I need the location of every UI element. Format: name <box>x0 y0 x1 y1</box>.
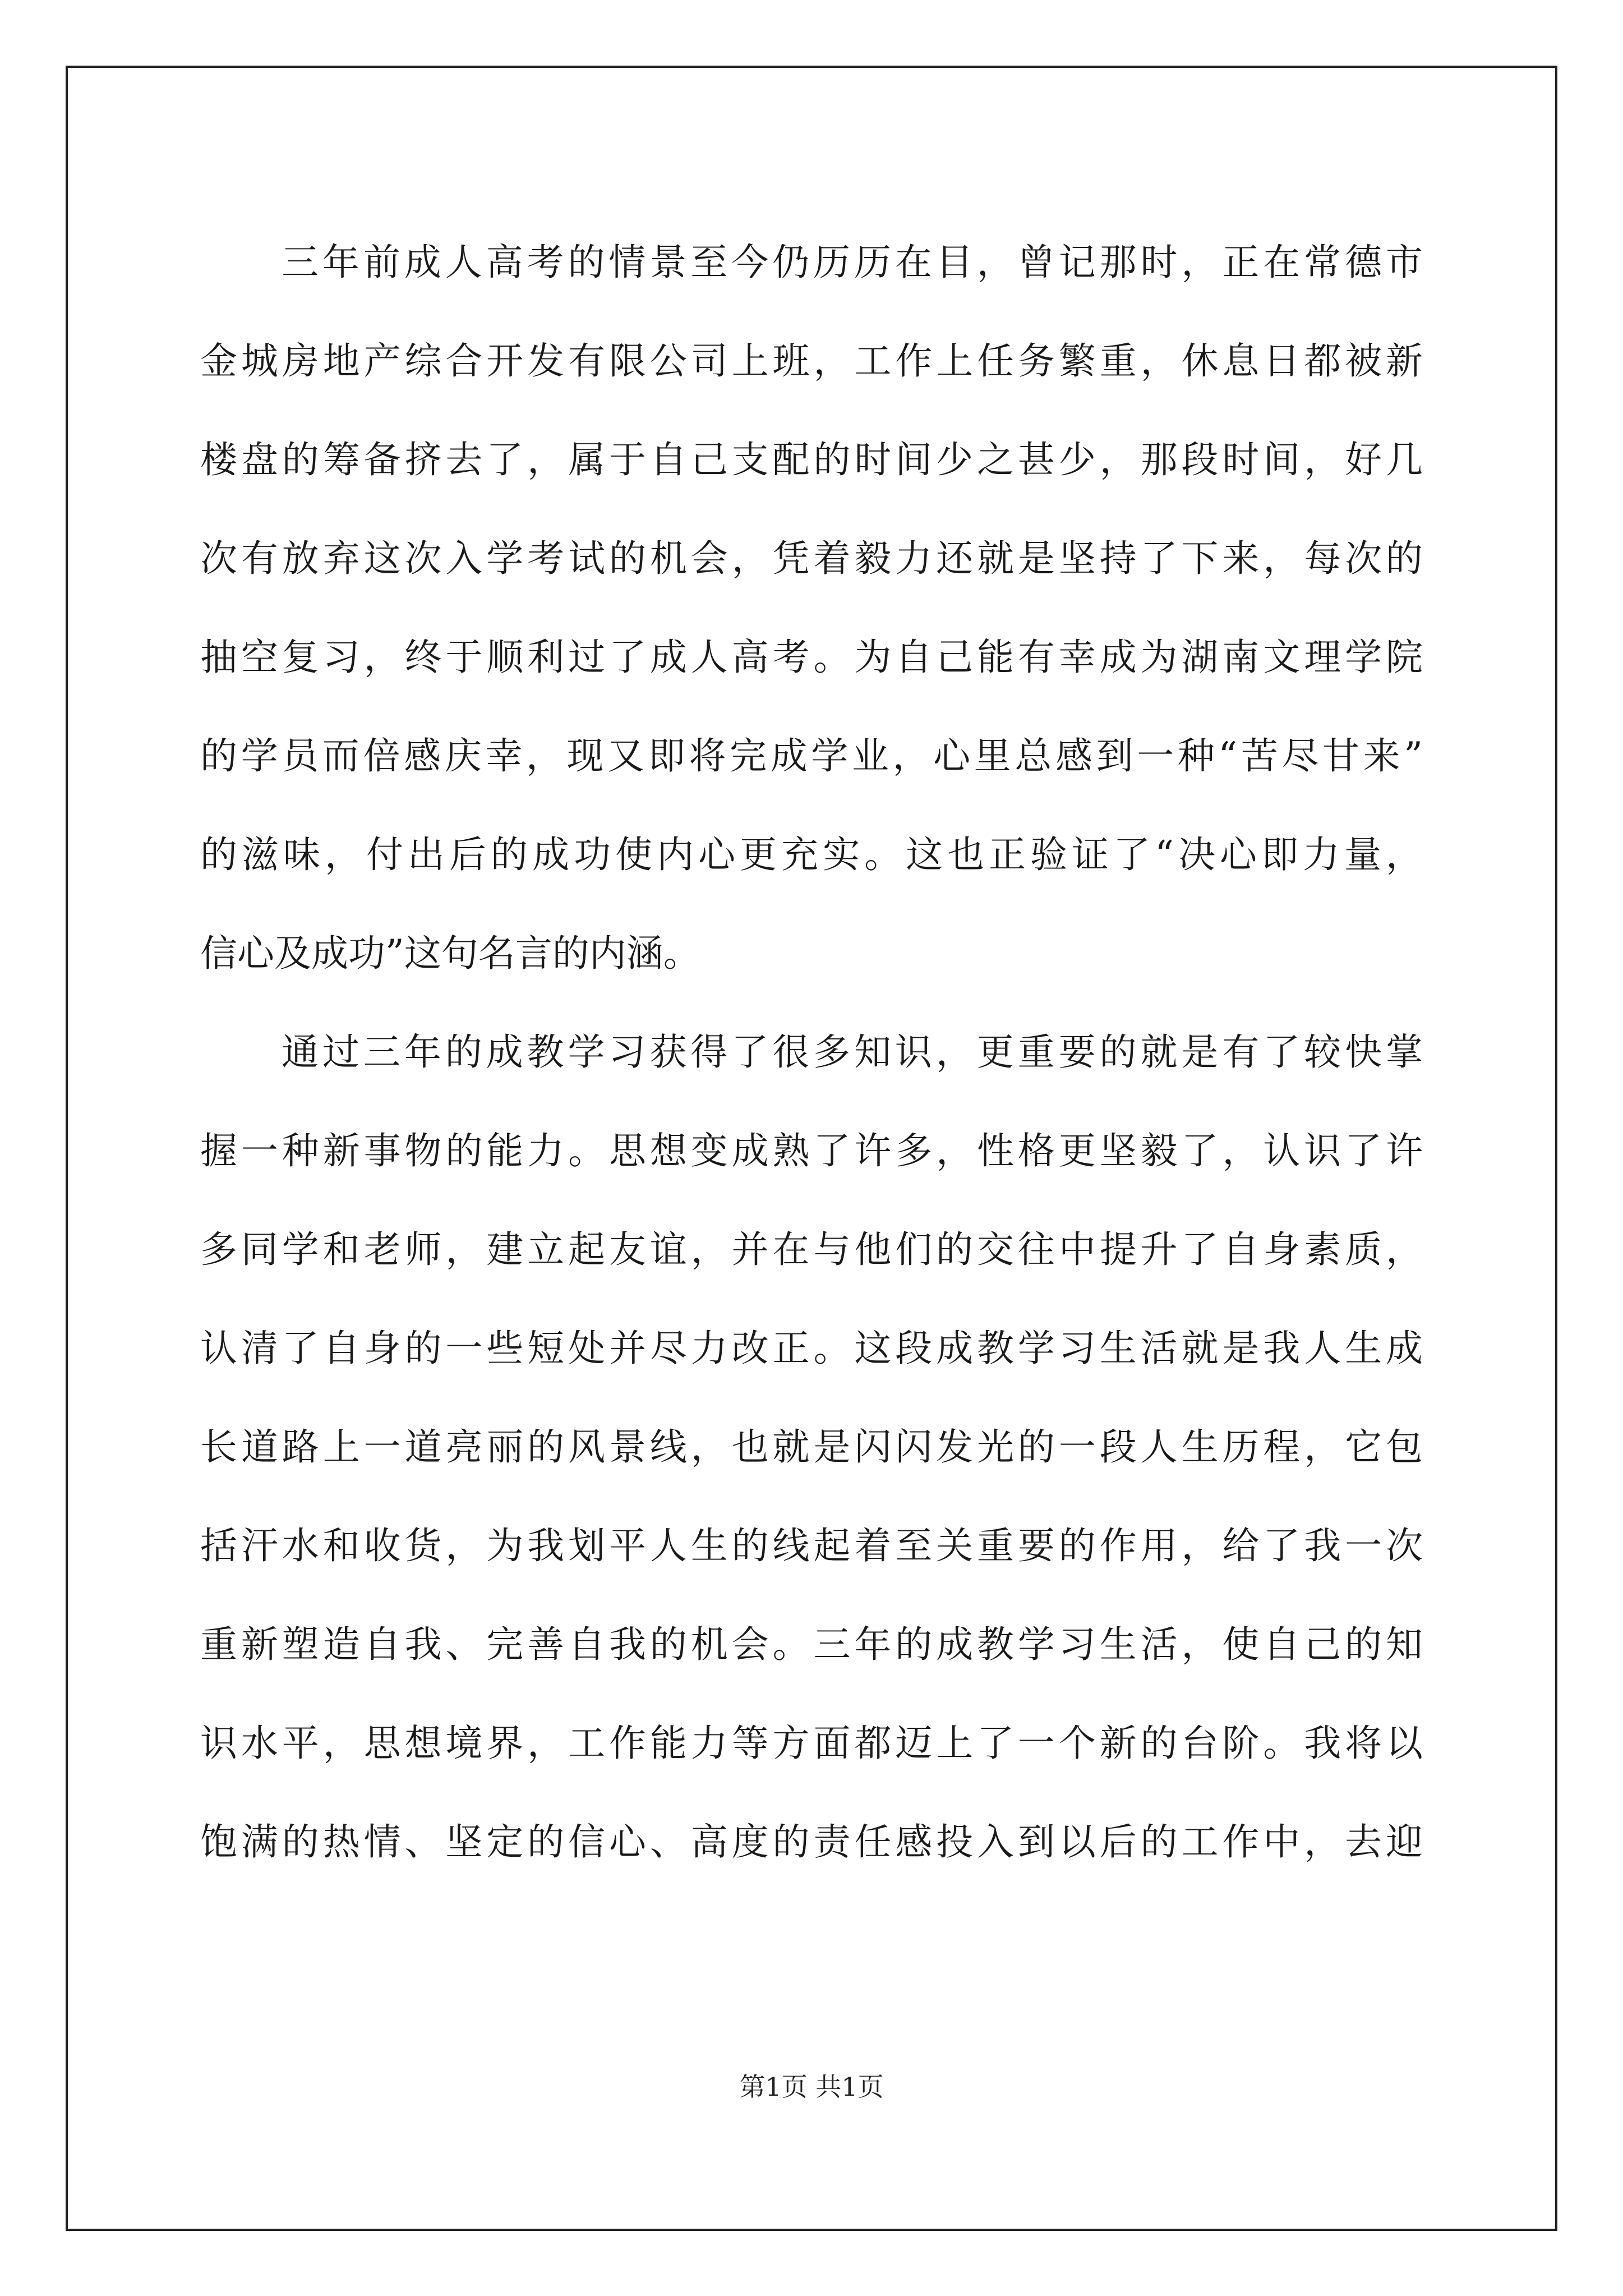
paragraph-1-line-4: 次有放弃这次入学考试的机会，凭着毅力还就是坚持了下来，每次的 <box>200 537 1423 580</box>
page-number-footer: 第1页 共1页 <box>739 2072 884 2102</box>
paragraph-2-line-7: 重新塑造自我、完善自我的机会。三年的成教学习生活，使自己的知 <box>200 1623 1423 1666</box>
paragraph-2-line-1: 通过三年的成教学习获得了很多知识，更重要的就是有了较快掌 <box>282 1030 1423 1074</box>
paragraph-2-line-6: 括汗水和收货，为我划平人生的线起着至关重要的作用，给了我一次 <box>200 1524 1423 1567</box>
paragraph-1-line-8: 信心及成功”这句名言的内涵。 <box>200 932 700 975</box>
paragraph-2-line-3: 多同学和老师，建立起友谊，并在与他们的交往中提升了自身素质， <box>200 1228 1423 1271</box>
paragraph-2-line-4: 认清了自身的一些短处并尽力改正。这段成教学习生活就是我人生成 <box>200 1327 1423 1370</box>
paragraph-1-line-2: 金城房地产综合开发有限公司上班，工作上任务繁重，休息日都被新 <box>200 339 1423 383</box>
paragraph-2-line-5: 长道路上一道亮丽的风景线，也就是闪闪发光的一段人生历程，它包 <box>200 1425 1423 1469</box>
paragraph-1-line-1: 三年前成人高考的情景至今仍历历在目，曾记那时，正在常德市 <box>282 241 1423 284</box>
paragraph-1-line-5: 抽空复习，终于顺利过了成人高考。为自己能有幸成为湖南文理学院 <box>200 636 1423 679</box>
document-body <box>200 213 1423 1892</box>
paragraph-2-line-9: 饱满的热情、坚定的信心、高度的责任感投入到以后的工作中，去迎 <box>200 1820 1423 1864</box>
paragraph-2-line-2: 握一种新事物的能力。思想变成熟了许多，性格更坚毅了，认识了许 <box>200 1129 1423 1172</box>
paragraph-1-line-3: 楼盘的筹备挤去了，属于自己支配的时间少之甚少，那段时间，好几 <box>200 438 1423 481</box>
paragraph-2-line-8: 识水平，思想境界，工作能力等方面都迈上了一个新的台阶。我将以 <box>200 1722 1423 1765</box>
paragraph-1-line-6: 的学员而倍感庆幸，现又即将完成学业，心里总感到一种“苦尽甘来” <box>200 734 1423 777</box>
paragraph-1-line-7: 的滋味，付出后的成功使内心更充实。这也正验证了“决心即力量， <box>200 833 1423 876</box>
